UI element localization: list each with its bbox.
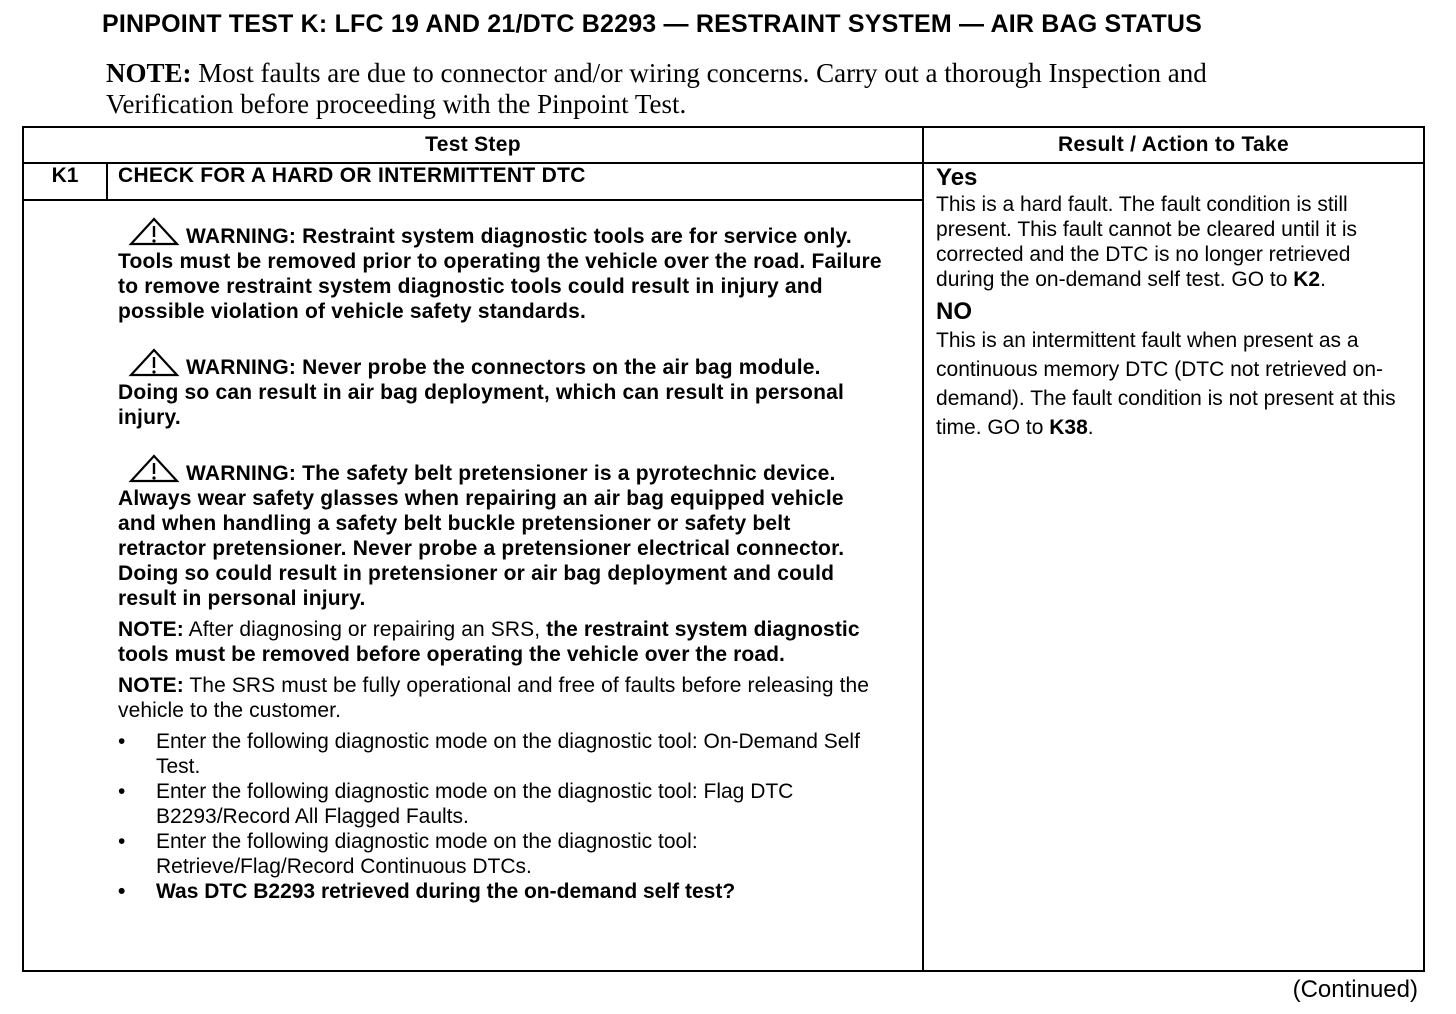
result-no-label: NO (936, 298, 973, 325)
note-2-text: The SRS must be fully operational and free of faults before releasing the vehicle to the customer. (118, 674, 870, 722)
intro-note-text: Most faults are due to connector and/or wiring concerns. Carry out a thorough Inspection and Verification before proceeding with the Pinpoint Test. (106, 58, 1207, 119)
step-id: K1 (23, 163, 107, 200)
result-no-body: This is an intermittent fault when present as a continuous memory DTC (DTC not retrieved on-demand). The fault condition is not present at this time. GO to (936, 329, 1396, 439)
header-result: Result / Action to Take (923, 127, 1424, 163)
warning-2 (118, 348, 882, 430)
intro-note-label: NOTE: (106, 58, 192, 88)
step-title: CHECK FOR A HARD OR INTERMITTENT DTC (107, 163, 923, 200)
result-no-text (936, 326, 1413, 442)
warning-triangle-icon (128, 217, 180, 247)
warning-1 (118, 217, 882, 324)
step-list (118, 729, 882, 904)
warning-1-text: WARNING: Restraint system diagnostic tools are for service only. Tools must be removed prior to operating the vehicle over the road. Failure to remove restraint system diagnostic tools could result in injury and possible violation of vehicle safety standards. (118, 225, 882, 323)
warning-3 (118, 454, 882, 611)
continued-label: (Continued) (1292, 976, 1418, 1003)
step-title-row (23, 163, 1424, 200)
list-item: • Enter the following diagnostic mode on the diagnostic tool: Flag DTC B2293/Record All Flagged Faults. (118, 779, 882, 829)
note-1-text: After diagnosing or repairing an SRS, (183, 618, 547, 641)
table-header-row (23, 127, 1424, 163)
note-2 (118, 673, 882, 723)
result-yes-goto-link[interactable]: K2 (1293, 268, 1321, 291)
result-yes-label: Yes (936, 164, 978, 191)
list-item: • Enter the following diagnostic mode on the diagnostic tool: Retrieve/Flag/Record Continuous DTCs. (118, 829, 882, 879)
result-yes-end: . (1320, 268, 1326, 291)
result-no-end: . (1087, 416, 1094, 439)
result-yes-text (936, 192, 1413, 292)
note-2-label: NOTE: (118, 674, 184, 697)
step-question: • Was DTC B2293 retrieved during the on-demand self test? (118, 879, 882, 904)
list-item: • Enter the following diagnostic mode on the diagnostic tool: On-Demand Self Test. (118, 729, 882, 779)
step-body (23, 200, 923, 971)
warning-2-text: WARNING: Never probe the connectors on the air bag module. Doing so can result in air bag deployment, which can result in personal injury. (118, 356, 845, 429)
result-yes-body: This is a hard fault. The fault condition is still present. This fault cannot be cleared until it is corrected and the DTC is no longer retrieved during the on-demand self test. GO to (936, 193, 1358, 291)
result-no-goto-link[interactable]: K38 (1049, 416, 1088, 439)
header-test-step: Test Step (23, 127, 923, 163)
pinpoint-test-table (22, 126, 1425, 972)
note-1-bold-text: the restraint system diagnostic tools must be removed before operating the vehicle over the road. (118, 618, 860, 666)
warning-triangle-icon (128, 454, 180, 484)
note-1-label: NOTE: (118, 618, 184, 641)
intro-note (106, 58, 1226, 120)
result-cell (923, 163, 1424, 971)
warning-3-text: WARNING: The safety belt pretensioner is a pyrotechnic device. Always wear safety glasses when repairing an air bag equipped vehicle and when handling a safety belt buckle pretensioner or safety belt retractor pretensioner. Never probe a pretensioner electrical connector. Doing so could result in pretensioner or air bag deployment and could result in personal injury. (118, 462, 845, 610)
warning-triangle-icon (128, 348, 180, 378)
note-1 (118, 617, 882, 667)
page-title: PINPOINT TEST K: LFC 19 AND 21/DTC B2293 — RESTRAINT SYSTEM — AIR BAG STATUS (102, 10, 1203, 38)
